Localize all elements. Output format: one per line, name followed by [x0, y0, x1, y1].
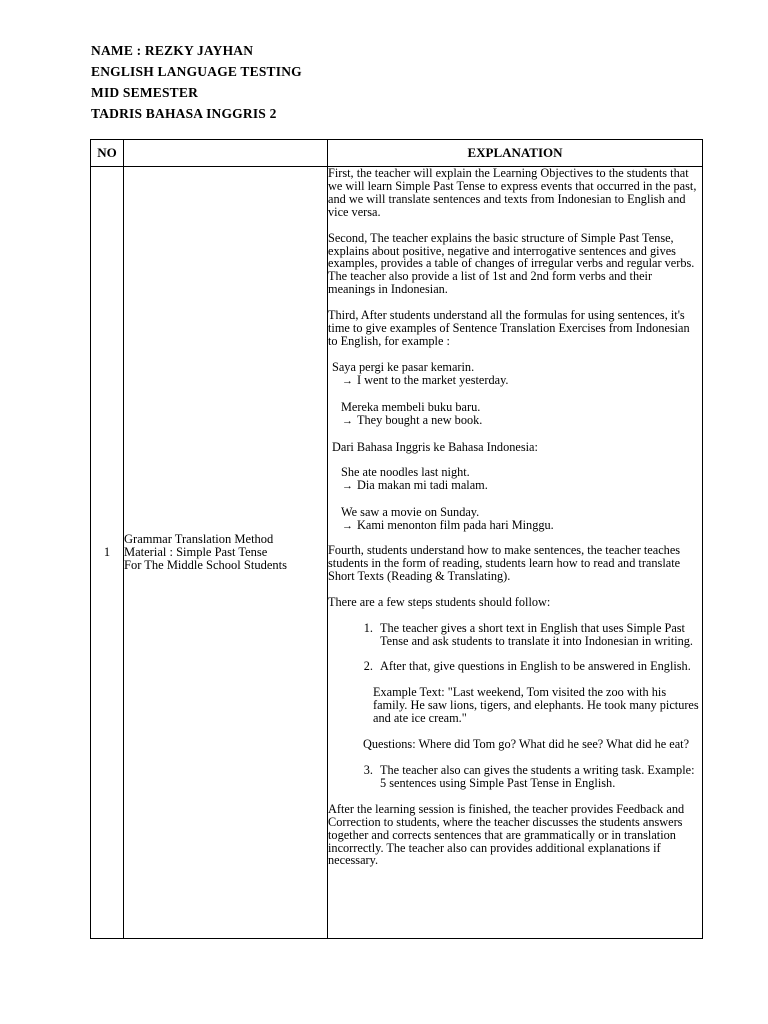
explanation-paragraph-second: Second, The teacher explains the basic structure of Simple Past Tense, explains about positive, negative and interrogative sentences and gives examples, provides a table of changes of irregular verbs and regular verbs. The teacher also provide a list of 1st and 2nd form verbs and their meanings in Indonesian.: [328, 230, 695, 297]
step-item: [328, 764, 702, 790]
exam-title: MID SEMESTER: [91, 85, 199, 100]
step-text: The teacher gives a short text in English that uses Simple Past Tense and ask students to translate it into Indonesian in writing.: [380, 620, 693, 648]
step-text: After that, give questions in English to be answered in English.: [380, 659, 691, 674]
table-header-row: [91, 140, 703, 167]
example-source-sentence: We saw a movie on Sunday.: [341, 505, 480, 520]
step-text: The teacher also can gives the students a writing task. Example: 5 sentences using Simple Past Tense in English.: [380, 763, 695, 790]
example-source-sentence: Saya pergi ke pasar kemarin.: [332, 359, 475, 374]
example-translation: [328, 479, 702, 493]
course-title: ENGLISH LANGUAGE TESTING: [91, 64, 302, 79]
translation-text: Kami menonton film pada hari Minggu.: [357, 518, 554, 533]
row-number: 1: [91, 167, 124, 939]
arrow-icon: →: [342, 520, 353, 533]
program-title: TADRIS BAHASA INGGRIS 2: [91, 106, 277, 121]
material-line: Material : Simple Past Tense: [124, 545, 268, 559]
step-item: [328, 660, 702, 673]
column-header-material: [124, 140, 328, 167]
arrow-icon: →: [342, 414, 353, 427]
example-translation: [328, 374, 702, 388]
document-header: [91, 40, 302, 124]
example-source-sentence: She ate noodles last night.: [341, 465, 470, 480]
explanation-cell: [328, 167, 703, 939]
lesson-table: [90, 139, 703, 939]
step-number: 1.: [363, 620, 373, 635]
arrow-icon: →: [342, 480, 353, 493]
example-translation: [328, 414, 702, 428]
material-line: For The Middle School Students: [124, 558, 287, 572]
material-line: Grammar Translation Method: [124, 532, 274, 546]
arrow-icon: →: [342, 374, 353, 387]
step-number: 3.: [363, 763, 373, 777]
table-row: [91, 167, 703, 939]
translation-text: I went to the market yesterday.: [357, 372, 509, 387]
column-header-no: NO: [91, 140, 124, 167]
example-source-sentence: Mereka membeli buku baru.: [341, 399, 481, 414]
translation-text: They bought a new book.: [357, 412, 483, 427]
explanation-paragraph-first: First, the teacher will explain the Learning Objectives to the students that we will learn Simple Past Tense to express events that occurred in the past, and we will translate sentences and texts from Indonesian to English and vice versa.: [328, 166, 697, 219]
material-cell: [124, 167, 328, 939]
direction-heading: Dari Bahasa Inggris ke Bahasa Indonesia:: [332, 439, 538, 454]
questions-text: Questions: Where did Tom go? What did he see? What did he eat?: [363, 737, 690, 752]
example-text: Example Text: "Last weekend, Tom visited the zoo with his family. He saw lions, tigers, and elephants. He took many pictures and ate ice cream.": [373, 685, 699, 726]
example-translation: [328, 519, 702, 533]
explanation-paragraph-closing: After the learning session is finished, the teacher provides Feedback and Correction to students, where the teacher discusses the students answers together and corrects sentences that are grammatically or in translation incorrectly. The teacher also can provides additional explanations if necessary.: [328, 801, 685, 868]
translation-text: Dia makan mi tadi malam.: [357, 478, 488, 493]
student-name: NAME : REZKY JAYHAN: [91, 43, 254, 58]
column-header-explanation: EXPLANATION: [328, 140, 703, 167]
step-number: 2.: [363, 659, 373, 674]
step-item: [328, 622, 702, 648]
steps-intro: There are a few steps students should follow:: [328, 594, 551, 609]
explanation-paragraph-third: Third, After students understand all the formulas for using sentences, it's time to give examples of Sentence Translation Exercises from Indonesian to English, for example :: [328, 308, 690, 348]
explanation-paragraph-fourth: Fourth, students understand how to make sentences, the teacher teaches students in the form of reading, students learn how to read and translate Short Texts (Reading & Translating).: [328, 543, 681, 583]
